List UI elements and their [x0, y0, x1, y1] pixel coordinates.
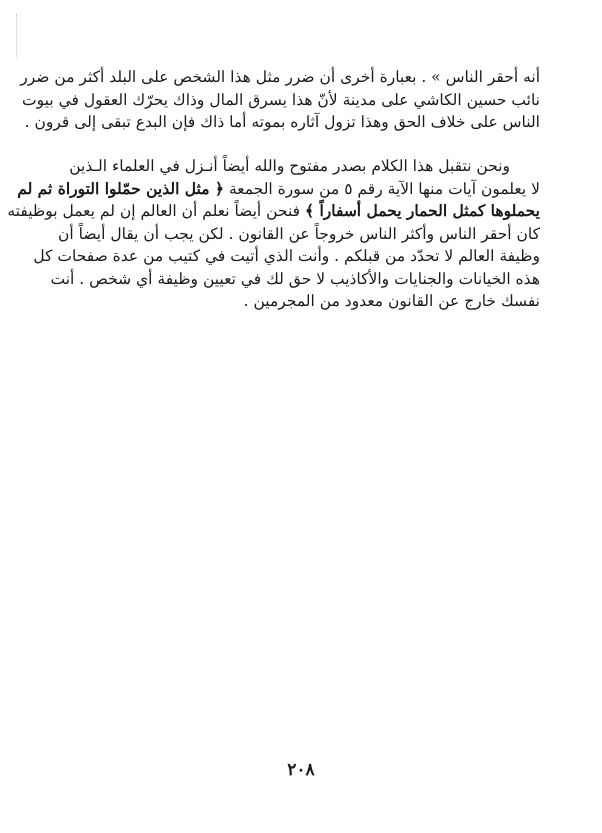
text-line: ونحن نتقبل هذا الكلام بصدر مفتوح والله أيضاً أنـزل في العلماء الـذين: [69, 157, 510, 175]
text-line: وظيفة العالم لا تحدّد من قبلكم . وأنت الذي أتيت في كتيب من عدة صفحات كل: [33, 247, 540, 265]
page-number: ٢٠٨: [287, 760, 315, 780]
quran-quote-start: ﴿ مثل الذين حمّلوا التوراة ثم لم: [17, 178, 224, 198]
text-line-with-quote: [17, 178, 540, 201]
text-line: كان أحقر الناس وأكثر الناس خروجاً عن القانون . لكن يجب أن يقال أيضاً أن: [58, 224, 540, 243]
text-line-with-quote: [7, 200, 540, 223]
text-segment: فنحن أيضاً نعلم أن العالم إن لم يعمل بوظيفته: [7, 202, 305, 220]
text-line: نائب حسين الكاشي على مدينة لأنّ هذا يسرق المال وذاك يحرّك العقول في بيوت: [22, 90, 540, 109]
quran-quote-end: يحملوها كمثل الحمار يحمل أسفاراً ﴾: [304, 201, 540, 220]
text-segment: لا يعلمون آيات منها الآية رقم ٥ من سورة الجمعة: [228, 179, 540, 198]
paragraph-1: [20, 66, 540, 134]
text-line: أنه أحقر الناس » . بعبارة أخرى أن ضرر مثل هذا الشخص على البلد أكثر من ضرر: [20, 68, 540, 86]
text-line: هذه الخيانات والجنايات والأكاذيب لا حق لك في تعيين وظيفة أي شخص . أنت: [50, 269, 540, 288]
text-line: الناس على خلاف الحق وهذا تزول آثاره بموته أما ذاك فإن البدع تبقى إلى قرون .: [24, 113, 540, 131]
text-line: نفسك خارج عن القانون معدود من المجرمين .: [243, 292, 540, 310]
paragraph-2: [7, 155, 540, 313]
scan-edge-mark: [16, 14, 18, 58]
